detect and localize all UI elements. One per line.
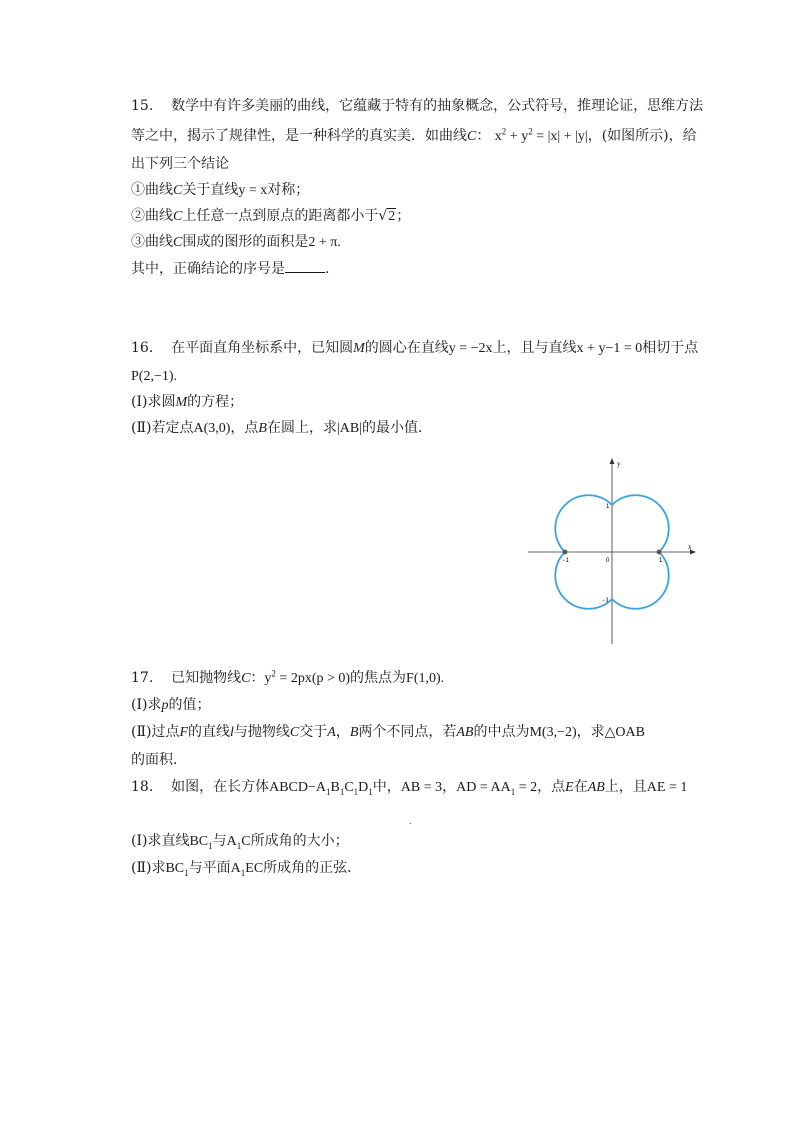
answer-blank[interactable] bbox=[285, 260, 325, 273]
q15-answer: 其中，正确结论的序号是 . bbox=[131, 261, 330, 277]
q15-text: ，(如图所示)，给 bbox=[587, 128, 697, 144]
q18-part2: (Ⅱ)求$BC_1$与平面$A_1EC$所成角的正弦． bbox=[131, 860, 362, 878]
q18-part1: (Ⅰ)求直线$BC_1$与$A_1C$所成角的大小； bbox=[131, 833, 349, 851]
q16-number: 16. bbox=[131, 340, 154, 356]
q15-item2: ②曲线C上任意一点到原点的距离都小于√2； bbox=[131, 208, 411, 224]
q18-line1: 18. 如图，在长方体$ABCD-A_1B_1C_1D_1$中，AB = 3，AD = $AA_1 = 2$，点E在AB上，且AE = 1 bbox=[131, 779, 688, 797]
q17-line1: 17. 已知抛物线C：$y^2 = 2px(p > 0)$的焦点为F(1,0). bbox=[131, 668, 445, 686]
q15-line2 bbox=[131, 126, 697, 147]
math-var: C bbox=[467, 129, 477, 144]
q16-line2: P(2,−1). bbox=[131, 369, 178, 384]
q17-part2: (Ⅱ)过点F的直线l与抛物线C交于A，B两个不同点，若AB的中点为M(3,−2)，求△OAB bbox=[131, 724, 645, 740]
x-axis-label: x bbox=[688, 543, 692, 551]
point-x-neg bbox=[563, 550, 568, 555]
point-x-pos bbox=[657, 550, 662, 555]
q15-text: ： bbox=[476, 128, 491, 144]
q15-line1 bbox=[131, 96, 703, 116]
tick-label-x-pos: 1 bbox=[659, 558, 663, 564]
q15-line3 bbox=[131, 154, 229, 174]
curve-figure bbox=[528, 456, 700, 646]
q18-number: 18. bbox=[131, 779, 154, 795]
q17-line-last: 的面积． bbox=[131, 752, 187, 768]
q16-part2: (Ⅱ)若定点A(3,0)，点B在圆上，求|AB|的最小值． bbox=[131, 420, 433, 436]
y-axis-label: y bbox=[617, 460, 621, 468]
q15-text: 出下列三个结论 bbox=[131, 156, 229, 172]
y-axis-arrow bbox=[610, 458, 615, 464]
q16-line1: 16. 在平面直角坐标系中，已知圆M的圆心在直线y = −2x上，且与直线x + y−1 = 0相切于点 bbox=[131, 340, 699, 356]
tick-label-y-neg: −1 bbox=[602, 598, 609, 604]
q15-number: 15. bbox=[131, 98, 154, 114]
q17-part1: (Ⅰ)求p的值； bbox=[131, 697, 211, 713]
q15-item3: ③曲线C围成的图形的面积是2 + π. bbox=[131, 234, 341, 250]
q16-part1: (Ⅰ)求圆M的方程； bbox=[131, 394, 244, 410]
origin-label: 0 bbox=[606, 558, 610, 564]
sqrt-symbol: √ bbox=[378, 208, 388, 224]
tick-label-y-pos: 1 bbox=[606, 504, 610, 510]
q17-number: 17. bbox=[131, 670, 154, 686]
q15-text: 数学中有许多美丽的曲线，它蕴藏于特有的抽象概念，公式符号，推理论证，思维方法 bbox=[171, 98, 704, 114]
q15-text: 等之中，揭示了规律性，是一种科学的真实美．如曲线 bbox=[131, 128, 467, 144]
stray-dot: . bbox=[409, 817, 412, 826]
tick-label-x-neg: −1 bbox=[562, 558, 569, 564]
q15-item1: ①曲线C关于直线y = x对称； bbox=[131, 182, 310, 198]
q15-equation: $x^2 + y^2 = |x| + |y|$ bbox=[494, 126, 588, 144]
